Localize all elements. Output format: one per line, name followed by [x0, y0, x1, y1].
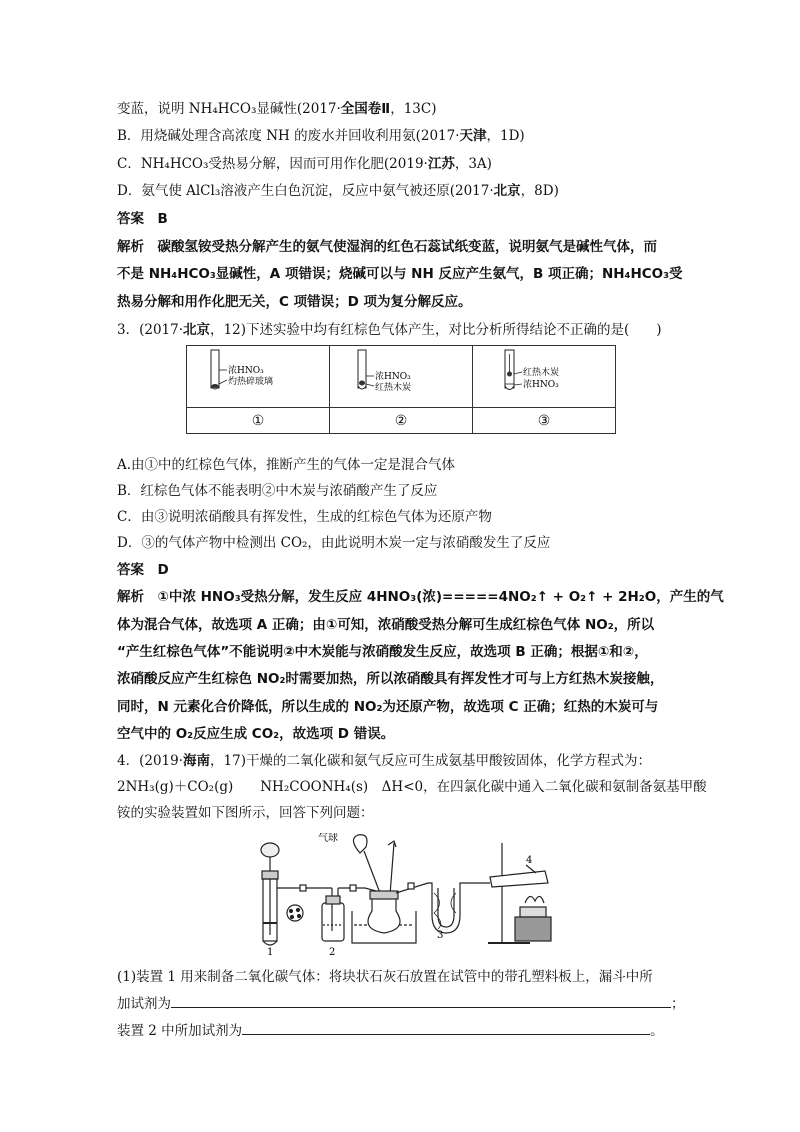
- q4-sub1: (1)装置 1 用来制备二氧化碳气体：将块状石灰石放置在试管中的带孔塑料板上，漏斗中所: [117, 969, 653, 985]
- answer-blank-2[interactable]: [242, 1022, 650, 1035]
- label-device-1: 1: [267, 947, 274, 958]
- label-conc-hno3-1: 浓HNO₃: [228, 366, 264, 376]
- q3-analysis-line-3: “产生红棕色气体”不能说明②中木炭能与浓硝酸发生反应，故选项 B 正确；根据①和②，: [117, 644, 648, 660]
- q2-analysis-line-2: 不是 NH₄HCO₃显碱性，A 项错误；烧碱可以与 NH 反应产生氨气，B 项正确；NH₄HCO₃受: [117, 266, 683, 282]
- label-device-3: 3: [437, 930, 444, 941]
- label-red-charcoal-2: 红热木炭: [375, 383, 412, 393]
- apparatus-figure: [240, 833, 560, 958]
- q4-stem-line-3: 铵的实验装置如下图所示，回答下列问题：: [117, 805, 374, 821]
- q3-analysis-line-2: 体为混合气体，故选项 A 正确；由①可知，浓硝酸受热分解可生成红棕色气体 NO₂，所以: [117, 617, 655, 633]
- q3-option-b: B．红棕色气体不能表明②中木炭与浓硝酸产生了反应: [117, 483, 438, 499]
- q3-analysis-line-4: 浓硝酸反应产生红棕色 NO₂时需要加热，所以浓硝酸具有挥发性才可与上方红热木炭接触，: [117, 671, 664, 687]
- answer-blank-1[interactable]: [171, 995, 671, 1008]
- q3-stem: 3．(2017·北京，12)下述实验中均有红棕色气体产生，对比分析所得结论不正确的是( ): [117, 322, 662, 338]
- label-device-4: 4: [526, 855, 533, 866]
- q4-equation: 2NH₃(g)＋CO₂(g) NH₂COONH₄(s) ΔH<0，在四氯化碳中通入二氧化碳和氨制备氨基甲酸: [117, 779, 707, 795]
- q3-answer: 答案 D: [117, 562, 169, 578]
- label-conc-hno3-2: 浓HNO₃: [375, 372, 411, 382]
- experiment-num-3: ③: [473, 408, 616, 434]
- q4-stem: 4．(2019·海南，17)干燥的二氧化碳和氨气反应可生成氨基甲酸铵固体，化学方程式为：: [117, 753, 651, 769]
- q3-option-c: C．由③说明浓硝酸具有挥发性，生成的红棕色气体为还原产物: [117, 509, 492, 525]
- experiment-2-figure: [330, 346, 473, 408]
- experiment-num-2: ②: [330, 408, 473, 434]
- experiment-1-figure: [187, 346, 330, 408]
- q3-option-d: D．③的气体产物中检测出 CO₂，由此说明木炭一定与浓硝酸发生了反应: [117, 535, 551, 551]
- label-hot-glass: 灼热碎玻璃: [228, 377, 274, 387]
- q3-analysis-line-5: 同时，N 元素化合价降低，所以生成的 NO₂为还原产物，故选项 C 正确；红热的木炭可与: [117, 699, 659, 715]
- experiment-3-figure: [473, 346, 616, 408]
- label-device-2: 2: [329, 947, 336, 958]
- q2-option-c: C．NH₄HCO₃受热易分解，因而可用作化肥(2019·江苏，3A): [117, 156, 492, 172]
- q2-option-b: B．用烧碱处理含高浓度 NH 的废水并回收利用氨(2017·天津，1D): [117, 128, 525, 144]
- q2-option-a-cont: 变蓝，说明 NH₄HCO₃显碱性(2017·全国卷Ⅱ，13C): [117, 101, 437, 117]
- q2-option-d: D．氨气使 AlCl₃溶液产生白色沉淀，反应中氨气被还原(2017·北京，8D): [117, 183, 559, 199]
- q4-sub2: 装置 2 中所加试剂为 。: [117, 1023, 664, 1039]
- q2-answer: 答案 B: [117, 211, 168, 227]
- q2-analysis-line-1: 解析 碳酸氢铵受热分解产生的氨气使湿润的红色石蕊试纸变蓝，说明氨气是碱性气体，而: [117, 239, 657, 255]
- q3-analysis-line-6: 空气中的 O₂反应生成 CO₂，故选项 D 错误。: [117, 726, 395, 742]
- label-red-charcoal-3: 红热木炭: [523, 368, 560, 378]
- q2-analysis-line-3: 热易分解和用作化肥无关，C 项错误；D 项为复分解反应。: [117, 294, 472, 310]
- label-conc-hno3-3: 浓HNO₃: [523, 380, 559, 390]
- experiment-table: [186, 345, 616, 434]
- q3-analysis-line-1: 解析 ①中浓 HNO₃受热分解，发生反应 4HNO₃(浓)=====4NO₂↑ + O₂↑ + 2H₂O，产生的气: [117, 589, 724, 605]
- q3-option-a: A.由①中的红棕色气体，推断产生的气体一定是混合气体: [117, 457, 456, 473]
- q4-sub1-blank: 加试剂为 ；: [117, 996, 685, 1012]
- label-balloon: 气球: [318, 833, 338, 844]
- experiment-num-1: ①: [187, 408, 330, 434]
